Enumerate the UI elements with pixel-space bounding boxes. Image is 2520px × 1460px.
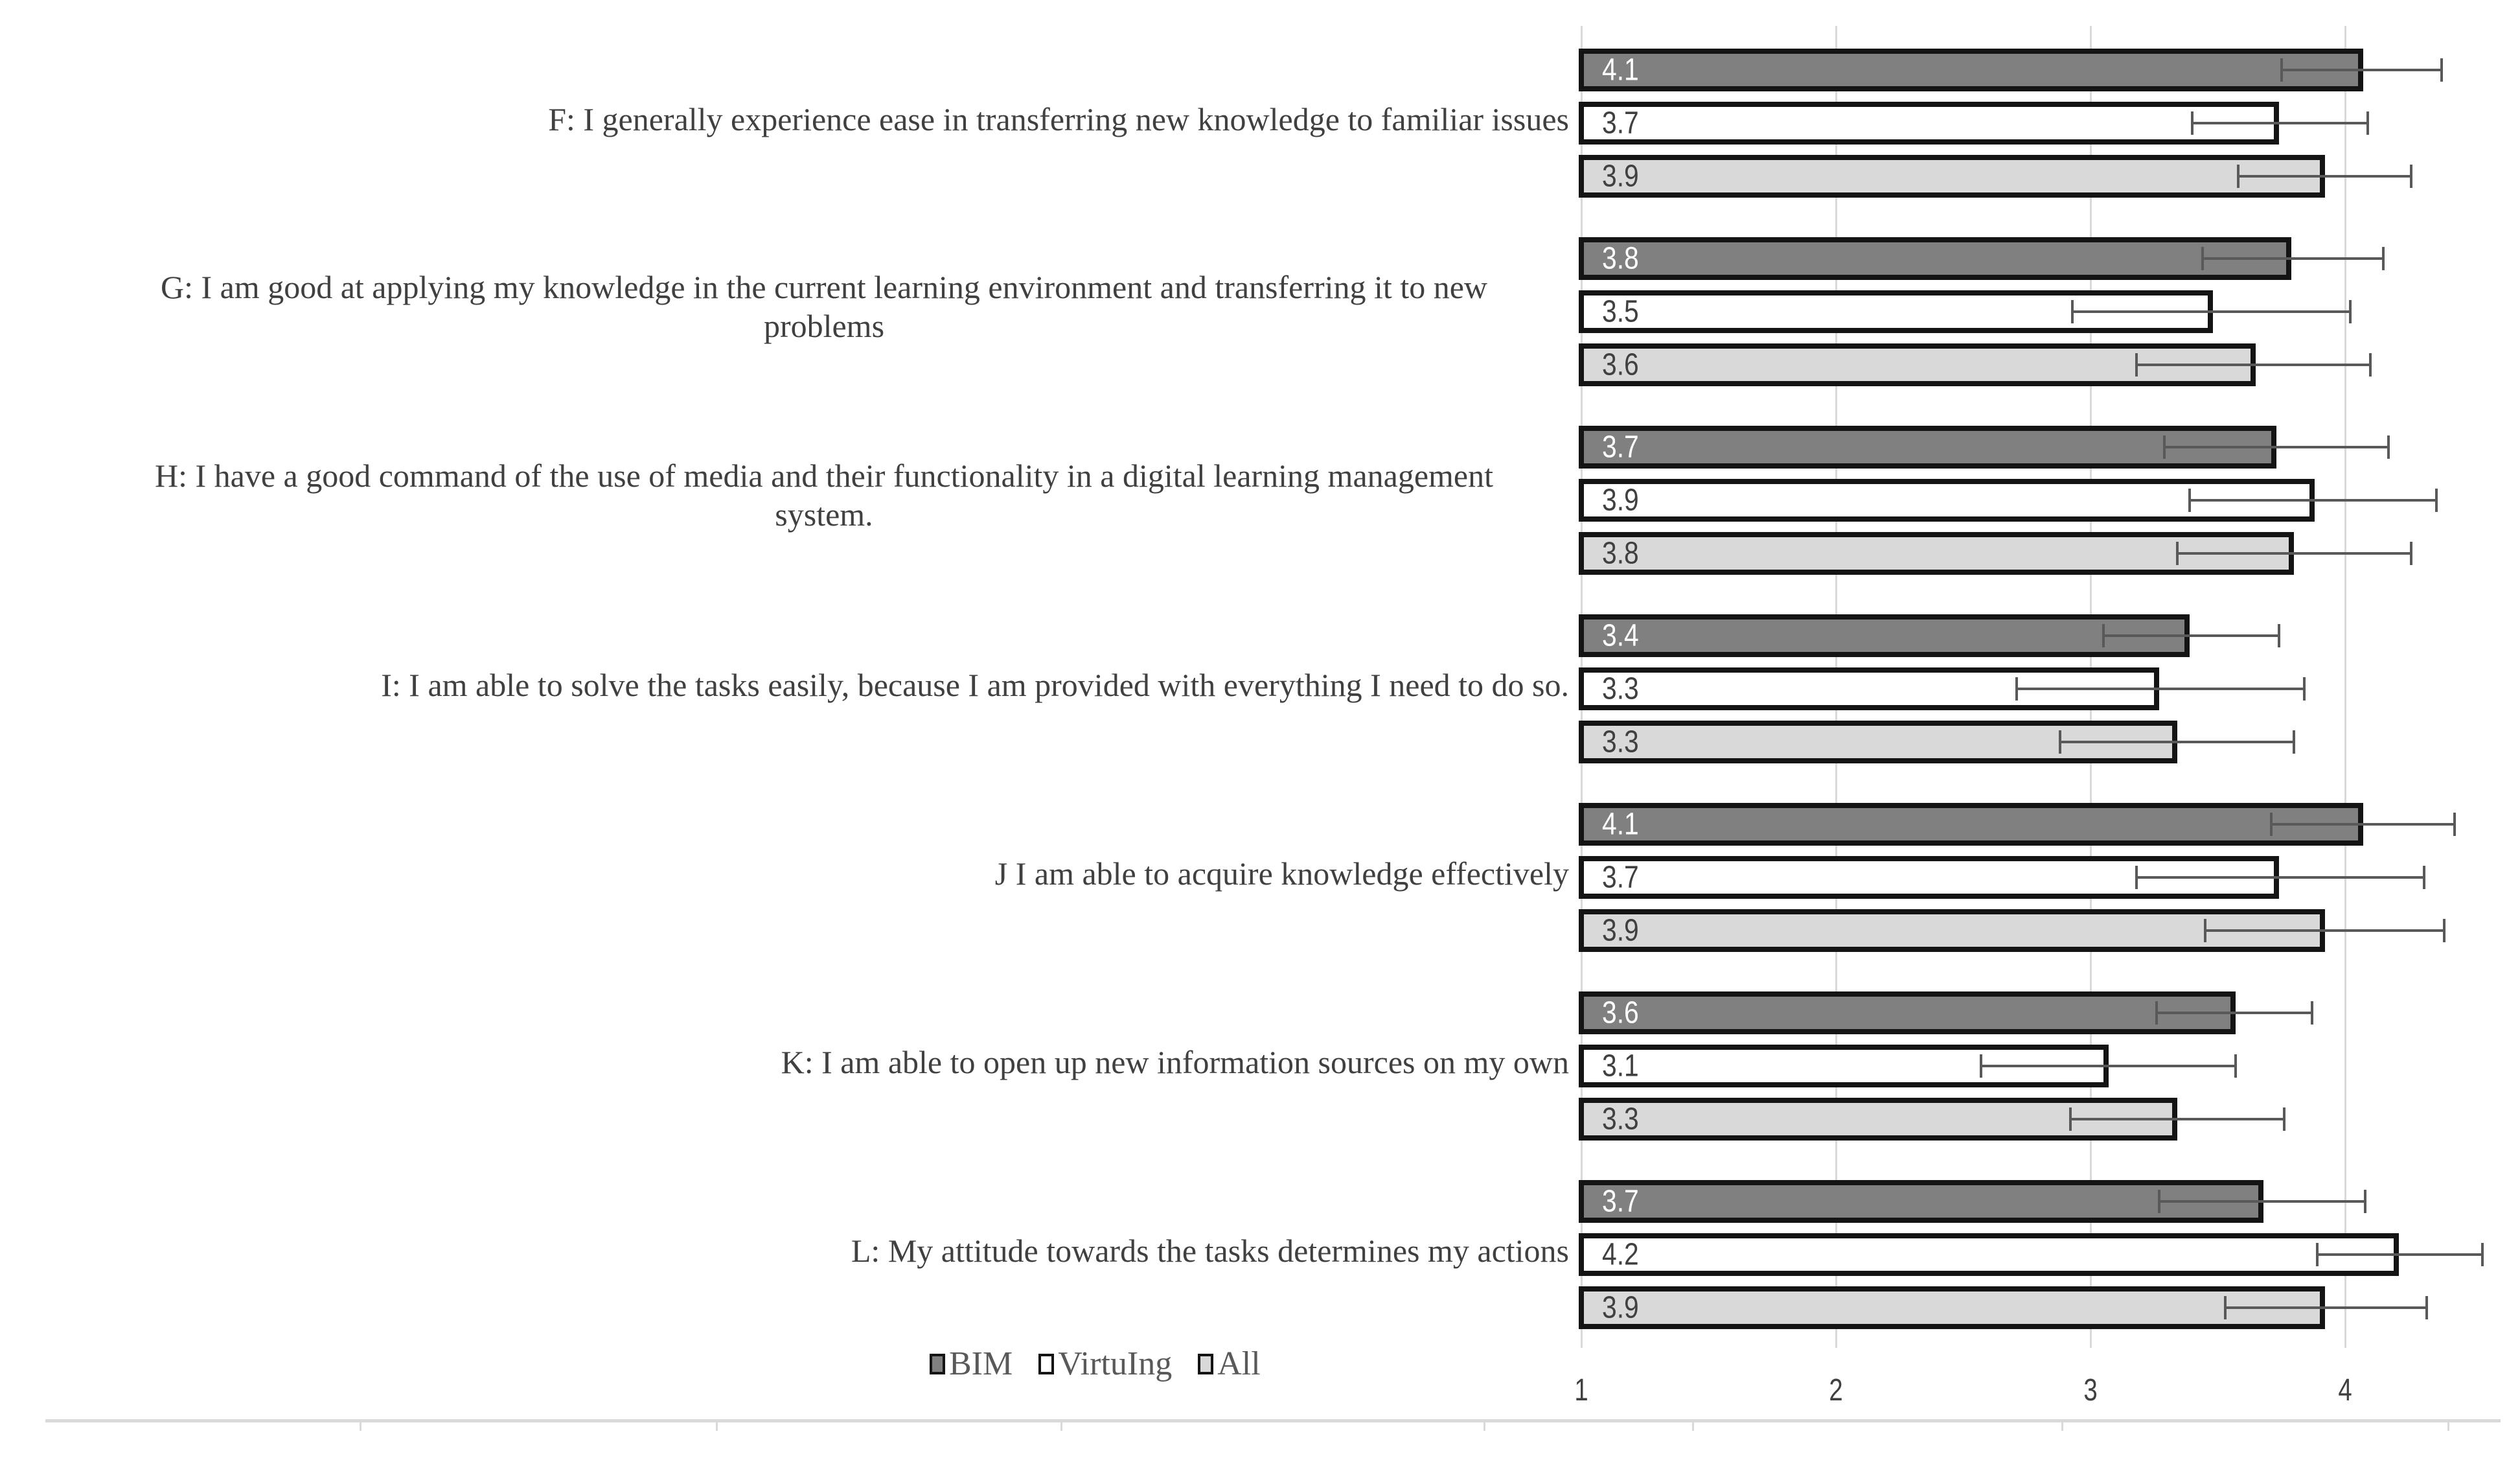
bar-value-label: 3.3 bbox=[1602, 724, 1639, 759]
error-bar-cap bbox=[2283, 1107, 2285, 1131]
error-bar-cap bbox=[2311, 1001, 2313, 1025]
error-bar-cap bbox=[2191, 111, 2194, 135]
error-bar-cap bbox=[2278, 624, 2280, 647]
category-label: H: I have a good command of the use of media and their functionality in a digital learning management system. bbox=[154, 458, 1493, 533]
bar-value-label: 3.9 bbox=[1602, 483, 1639, 518]
bar-value-label: 3.3 bbox=[1602, 671, 1639, 706]
error-bar-cap bbox=[2059, 730, 2061, 754]
error-bar-cap bbox=[2234, 1054, 2237, 1078]
error-bar-cap bbox=[2366, 111, 2369, 135]
bar-value-label: 3.9 bbox=[1602, 913, 1639, 948]
error-bar bbox=[2192, 122, 2368, 124]
legend-item-bim bbox=[930, 1345, 1013, 1383]
error-bar bbox=[2060, 741, 2295, 743]
error-bar-cap bbox=[2280, 58, 2283, 82]
legend-swatch-bim-icon bbox=[930, 1354, 945, 1374]
error-bar bbox=[2070, 1118, 2284, 1120]
error-bar bbox=[2190, 499, 2436, 502]
bar-bim bbox=[1579, 237, 2291, 280]
bar-value-label: 3.8 bbox=[1602, 241, 1639, 276]
error-bar-cap bbox=[2410, 542, 2412, 565]
error-bar-cap bbox=[2163, 435, 2166, 459]
legend-swatch-all-icon bbox=[1198, 1354, 1213, 1374]
error-bar bbox=[2205, 929, 2444, 932]
error-bar bbox=[2164, 446, 2388, 448]
bar-value-label: 3.7 bbox=[1602, 860, 1639, 895]
error-bar-cap bbox=[2135, 353, 2138, 377]
category-label: L: My attitude towards the tasks determines my actions bbox=[851, 1233, 1569, 1269]
error-bar bbox=[2072, 310, 2350, 313]
error-bar-cap bbox=[2364, 1190, 2366, 1213]
bar-bim bbox=[1579, 49, 2363, 91]
error-bar-cap bbox=[2443, 919, 2446, 942]
legend-label-all: All bbox=[1217, 1345, 1261, 1382]
error-bar-cap bbox=[2155, 1001, 2158, 1025]
error-bar-cap bbox=[2425, 1296, 2428, 1319]
bar-value-label: 3.8 bbox=[1602, 536, 1639, 571]
category-label: K: I am able to open up new information sources on my own bbox=[781, 1044, 1569, 1080]
category-label: F: I generally experience ease in transferring new knowledge to familiar issues bbox=[548, 101, 1569, 137]
error-bar bbox=[2203, 257, 2383, 260]
error-bar-cap bbox=[2423, 866, 2425, 889]
bar-value-label: 3.7 bbox=[1602, 1184, 1639, 1219]
error-bar bbox=[2238, 175, 2411, 178]
error-bar-cap bbox=[2135, 866, 2138, 889]
error-bar bbox=[2282, 69, 2442, 71]
error-bar-cap bbox=[2382, 247, 2385, 270]
error-bar-cap bbox=[2435, 489, 2438, 512]
error-bar-cap bbox=[2176, 542, 2179, 565]
error-bar-cap bbox=[2316, 1243, 2319, 1266]
error-bar-cap bbox=[2201, 247, 2204, 270]
error-bar-cap bbox=[2102, 624, 2105, 647]
error-bar-cap bbox=[2303, 677, 2306, 701]
bar-bim bbox=[1579, 614, 2190, 657]
error-bar-cap bbox=[2481, 1243, 2484, 1266]
bar-all bbox=[1579, 155, 2325, 198]
bottom-axis-line bbox=[45, 1419, 2501, 1422]
error-bar-cap bbox=[2453, 813, 2456, 836]
error-bar bbox=[2136, 364, 2371, 366]
error-bar-cap bbox=[2293, 730, 2295, 754]
error-bar-cap bbox=[2015, 677, 2018, 701]
error-bar-cap bbox=[2440, 58, 2443, 82]
category-label: G: I am good at applying my knowledge in the current learning environment and transferring it to new problems bbox=[160, 269, 1488, 344]
legend-item-virtuing bbox=[1038, 1345, 1172, 1383]
legend bbox=[930, 1345, 1261, 1383]
bar-value-label: 3.9 bbox=[1602, 159, 1639, 194]
error-bar bbox=[2103, 634, 2279, 637]
error-bar bbox=[2177, 552, 2412, 555]
legend-label-bim: BIM bbox=[949, 1345, 1013, 1382]
error-bar bbox=[2317, 1253, 2482, 1256]
error-bar-cap bbox=[2204, 919, 2206, 942]
error-bar bbox=[2136, 876, 2424, 879]
error-bar-cap bbox=[2188, 489, 2191, 512]
error-bar-cap bbox=[1980, 1054, 1982, 1078]
error-bar bbox=[2157, 1012, 2312, 1014]
bar-value-label: 3.6 bbox=[1602, 347, 1639, 382]
x-tick-label: 2 bbox=[1829, 1373, 1843, 1408]
bar-bim bbox=[1579, 991, 2236, 1034]
bar-virtuing bbox=[1579, 1233, 2399, 1276]
bar-value-label: 3.7 bbox=[1602, 430, 1639, 465]
error-bar bbox=[2017, 688, 2304, 690]
bar-value-label: 3.9 bbox=[1602, 1290, 1639, 1325]
x-tick-label: 3 bbox=[2083, 1373, 2098, 1408]
legend-swatch-virtuing-icon bbox=[1038, 1354, 1054, 1374]
error-bar-cap bbox=[2369, 353, 2372, 377]
error-bar-cap bbox=[2410, 165, 2412, 188]
gridline bbox=[2344, 26, 2346, 1348]
bar-value-label: 3.6 bbox=[1602, 995, 1639, 1030]
bar-all bbox=[1579, 1286, 2325, 1329]
error-bar bbox=[1981, 1065, 2236, 1067]
bar-virtuing bbox=[1579, 102, 2279, 145]
bar-value-label: 3.7 bbox=[1602, 106, 1639, 141]
bar-value-label: 3.3 bbox=[1602, 1102, 1639, 1137]
bar-value-label: 4.2 bbox=[1602, 1237, 1639, 1272]
error-bar-cap bbox=[2158, 1190, 2160, 1213]
category-label: I: I am able to solve the tasks easily, because I am provided with everything I need to do so. bbox=[381, 667, 1569, 703]
x-tick-label: 4 bbox=[2338, 1373, 2352, 1408]
legend-label-virtuing: VirtuIng bbox=[1058, 1345, 1173, 1382]
error-bar-cap bbox=[2071, 300, 2074, 323]
error-bar-cap bbox=[2349, 300, 2352, 323]
error-bar bbox=[2159, 1200, 2365, 1203]
bar-value-label: 3.4 bbox=[1602, 618, 1639, 653]
bar-value-label: 4.1 bbox=[1602, 52, 1639, 87]
bar-value-label: 3.1 bbox=[1602, 1049, 1639, 1083]
error-bar-cap bbox=[2270, 813, 2273, 836]
bar-value-label: 3.5 bbox=[1602, 294, 1639, 329]
category-label: J I am able to acquire knowledge effectively bbox=[994, 855, 1569, 892]
error-bar-cap bbox=[2224, 1296, 2227, 1319]
legend-item-all bbox=[1198, 1345, 1260, 1383]
error-bar-cap bbox=[2069, 1107, 2072, 1131]
error-bar-cap bbox=[2387, 435, 2390, 459]
error-bar bbox=[2225, 1306, 2426, 1309]
error-bar bbox=[2271, 823, 2455, 826]
error-bar-cap bbox=[2237, 165, 2239, 188]
bar-bim bbox=[1579, 803, 2363, 846]
bar-value-label: 4.1 bbox=[1602, 807, 1639, 842]
x-tick-label: 1 bbox=[1574, 1373, 1588, 1408]
